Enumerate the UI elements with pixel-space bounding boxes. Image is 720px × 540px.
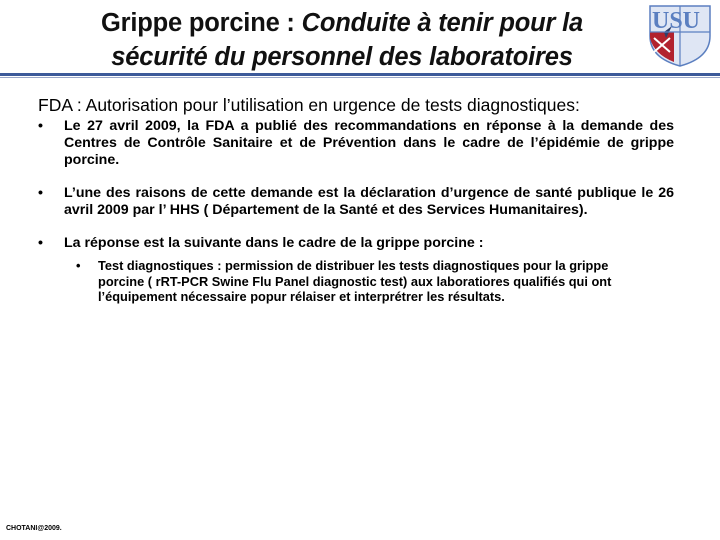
bullet-marker: • (38, 235, 43, 251)
bullet-text: Le 27 avril 2009, la FDA a publié des recommandations en réponse à la demande des Centres de Contrôle Sanitaire et de Prévention dans le cadre de l’épidémie de grippe porcine. (64, 118, 674, 168)
sub-bullet-text: Test diagnostiques : permission de distribuer les tests diagnostiques pour la grippe porcine ( rRT-PCR Swine Flu Panel diagnostic test) aux laboratiores qualifiés qui ont l’équipement nécessaire popur rélaiser et interprétrer les résultats. (98, 258, 612, 304)
title-line-1 (30, 6, 654, 40)
bullet-list (38, 118, 674, 305)
title-line-2: sécurité du personnel des laboratoires (111, 43, 573, 71)
sub-bullet-marker: • (76, 258, 81, 273)
header-rule-thin (0, 77, 720, 78)
usu-logo (644, 2, 716, 68)
copyright-footer: CHOTANI@2009. (6, 525, 62, 532)
sub-bullet-item (68, 258, 638, 305)
section-heading: FDA : Autorisation pour l’utilisation en urgence de tests diagnostiques: (38, 95, 580, 115)
title-plain: Grippe porcine : (100, 9, 302, 37)
slide-title (30, 6, 654, 74)
bullet-item (38, 118, 674, 169)
bullet-item (38, 235, 674, 252)
bullet-item (38, 185, 674, 219)
logo-lettering: USU (652, 8, 701, 34)
bullet-marker: • (38, 185, 43, 201)
title-italic-1: Conduite à tenir pour la (301, 9, 583, 37)
bullet-text: L’une des raisons de cette demande est la déclaration d’urgence de santé publique le 26 avril 2009 par l’ HHS ( Département de la Santé et des Services Humanitaires). (64, 185, 674, 218)
bullet-text: La réponse est la suivante dans le cadre de la grippe porcine : (64, 235, 484, 251)
header-rule (0, 73, 720, 76)
bullet-marker: • (38, 118, 43, 134)
